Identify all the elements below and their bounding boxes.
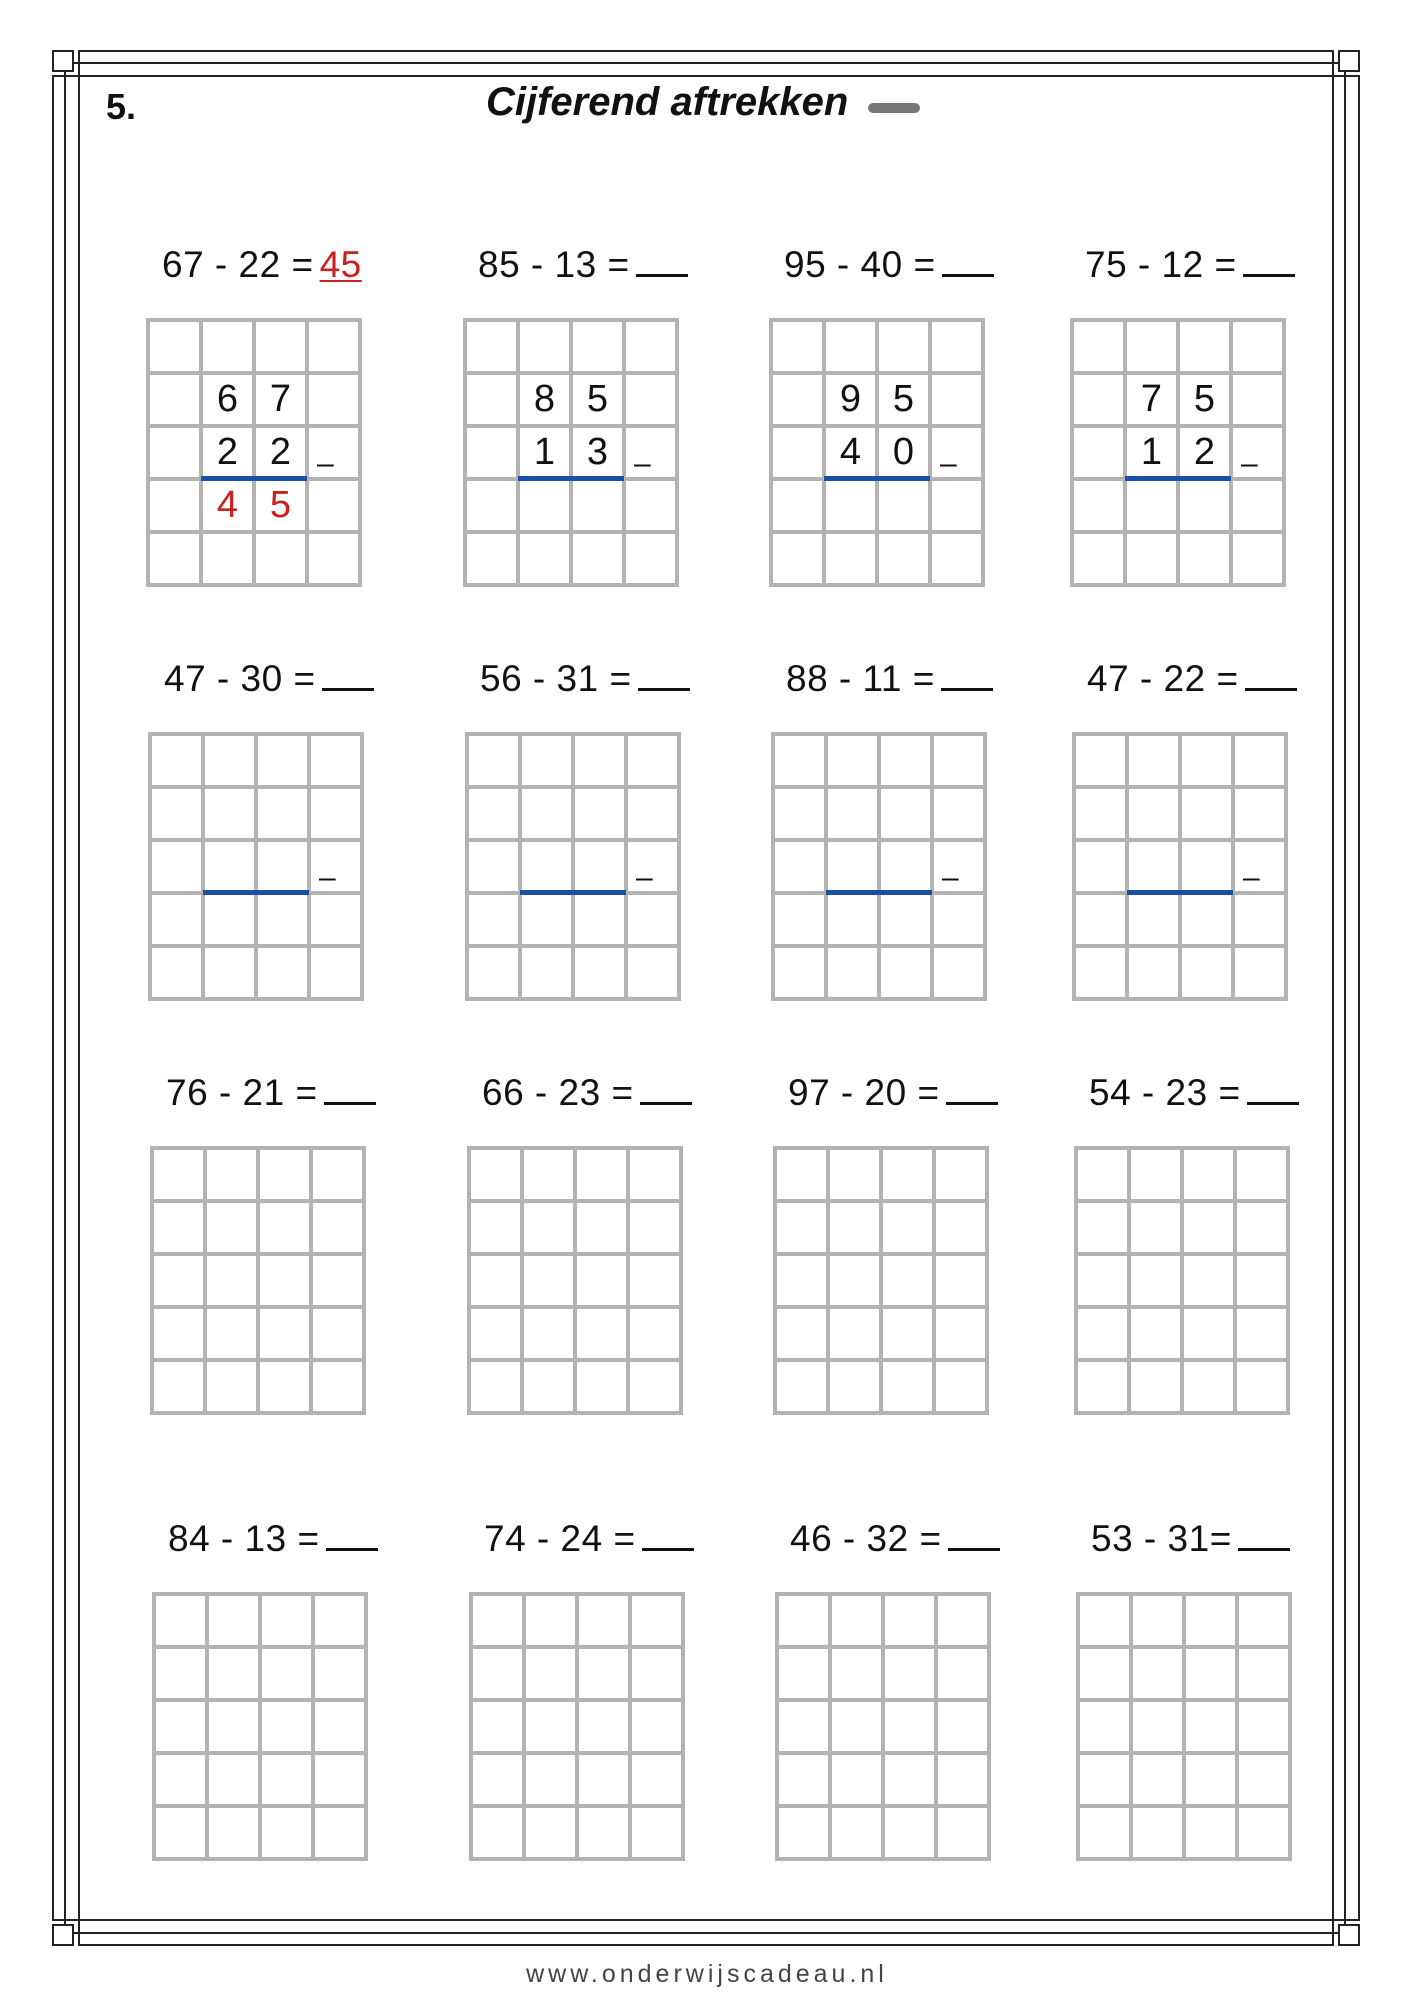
grid-line <box>150 1358 366 1362</box>
grid-line <box>769 583 985 587</box>
grid-line <box>987 1592 991 1861</box>
grid-line <box>1074 1146 1290 1150</box>
minus-icon: – <box>942 861 959 894</box>
grid-line <box>465 838 681 842</box>
grid-line <box>150 1146 366 1150</box>
grid-line <box>1235 1592 1239 1861</box>
grid-line <box>150 1252 366 1256</box>
exercise-equation <box>484 1518 694 1560</box>
grid-line <box>520 1146 524 1415</box>
answer-blank[interactable] <box>942 273 994 277</box>
grid-line <box>1288 1592 1292 1861</box>
operand-digit: 1 <box>533 431 556 473</box>
equation-label: 75 - 12 = <box>1085 244 1237 285</box>
grid-line <box>775 1698 991 1702</box>
grid-line <box>1070 318 1074 587</box>
answer-blank[interactable] <box>636 273 688 277</box>
grid-line <box>152 1592 368 1596</box>
subtraction-line <box>518 476 624 481</box>
footer-url: www.onderwijscadeau.nl <box>526 1960 888 1988</box>
grid-line <box>681 1592 685 1861</box>
grid-line <box>773 1411 989 1415</box>
grid-line <box>679 1146 683 1415</box>
grid-line <box>934 1592 938 1861</box>
grid-line <box>254 732 258 1001</box>
operand-digit: 6 <box>216 378 239 420</box>
equation-label: 46 - 32 = <box>790 1518 942 1559</box>
grid-line <box>362 1146 366 1415</box>
grid-line <box>148 732 364 736</box>
grid-line <box>1072 732 1076 1001</box>
grid-line <box>769 318 773 587</box>
grid-line <box>463 530 679 534</box>
frame-corner <box>52 50 74 72</box>
calculation-grid <box>150 734 362 1000</box>
grid-line <box>465 732 681 736</box>
operand-digit: 5 <box>586 378 609 420</box>
grid-line <box>824 732 828 1001</box>
grid-line <box>467 1199 683 1203</box>
minus-icon: – <box>317 447 334 480</box>
grid-line <box>358 318 362 587</box>
grid-line <box>1129 1592 1133 1861</box>
grid-line <box>1070 318 1286 322</box>
grid-line <box>773 1146 989 1150</box>
calculation-grid <box>471 1594 683 1860</box>
grid-line <box>877 732 881 1001</box>
grid-line <box>930 732 934 1001</box>
grid-line <box>465 785 681 789</box>
minus-icon: – <box>319 861 336 894</box>
calculation-grid <box>1074 734 1286 1000</box>
worksheet-title: Cijferend aftrekken <box>486 80 849 124</box>
calculation-grid <box>467 734 679 1000</box>
grid-line <box>1076 1751 1292 1755</box>
grid-line <box>467 1411 683 1415</box>
grid-line <box>828 1592 832 1861</box>
operand-digit: 4 <box>839 431 862 473</box>
answer-blank[interactable] <box>946 1101 998 1105</box>
exercise-equation <box>788 1072 998 1114</box>
grid-line <box>1286 1146 1290 1415</box>
operand-digit: 2 <box>269 431 292 473</box>
minus-icon: – <box>940 447 957 480</box>
calculation-grid <box>777 1594 989 1860</box>
grid-line <box>675 318 679 587</box>
grid-line <box>1282 318 1286 587</box>
grid-line <box>773 1146 777 1415</box>
frame-corner <box>1338 1924 1360 1946</box>
answer-blank[interactable] <box>322 687 374 691</box>
calculation-grid <box>773 734 985 1000</box>
grid-line <box>769 530 985 534</box>
exercise-equation <box>784 244 994 286</box>
grid-line <box>881 1592 885 1861</box>
grid-line <box>469 1751 685 1755</box>
grid-line <box>1072 785 1288 789</box>
grid-line <box>769 318 985 322</box>
exercise-equation <box>480 658 690 700</box>
grid-line <box>146 318 150 587</box>
grid-line <box>148 944 364 948</box>
grid-line <box>148 997 364 1001</box>
grid-line <box>150 1199 366 1203</box>
grid-line <box>932 1146 936 1415</box>
grid-line <box>773 1358 989 1362</box>
exercise-equation <box>162 244 362 286</box>
equation-label: 97 - 20 = <box>788 1072 940 1113</box>
equation-label: 54 - 23 = <box>1089 1072 1241 1113</box>
operand-digit: 2 <box>1193 431 1216 473</box>
grid-line <box>467 1305 683 1309</box>
grid-line <box>148 732 152 1001</box>
answer-blank[interactable] <box>640 1101 692 1105</box>
grid-line <box>148 785 364 789</box>
minus-sign-icon <box>868 103 920 113</box>
minus-icon: – <box>1243 861 1260 894</box>
grid-line <box>771 997 987 1001</box>
grid-line <box>465 732 469 1001</box>
grid-line <box>463 318 467 587</box>
subtraction-line <box>1127 890 1233 895</box>
answer-blank[interactable] <box>948 1547 1000 1551</box>
calculation-grid <box>465 320 677 586</box>
answer-blank[interactable] <box>324 1101 376 1105</box>
grid-line <box>148 838 364 842</box>
subtraction-line <box>824 476 930 481</box>
grid-line <box>677 732 681 1001</box>
operand-digit: 5 <box>1193 378 1216 420</box>
grid-line <box>1074 1411 1290 1415</box>
grid-line <box>1284 732 1288 1001</box>
grid-line <box>1072 997 1288 1001</box>
operand-digit: 2 <box>216 431 239 473</box>
grid-line <box>771 944 987 948</box>
grid-line <box>1180 1146 1184 1415</box>
calculation-grid <box>154 1594 366 1860</box>
grid-line <box>152 1592 156 1861</box>
grid-line <box>309 1146 313 1415</box>
grid-line <box>467 1252 683 1256</box>
equation-label: 56 - 31 = <box>480 658 632 699</box>
grid-line <box>307 732 311 1001</box>
exercise-equation <box>1091 1518 1290 1560</box>
grid-line <box>469 1698 685 1702</box>
subtraction-line <box>826 890 932 895</box>
frame-corner <box>1338 50 1360 72</box>
grid-line <box>624 732 628 1001</box>
grid-line <box>469 1592 473 1861</box>
grid-line <box>981 318 985 587</box>
calculation-grid <box>148 320 360 586</box>
calculation-grid <box>469 1148 681 1414</box>
answer-blank[interactable] <box>1245 687 1297 691</box>
grid-line <box>469 1857 685 1861</box>
minus-icon: – <box>634 447 651 480</box>
grid-line <box>465 944 681 948</box>
grid-line <box>1182 1592 1186 1861</box>
grid-line <box>773 1199 989 1203</box>
grid-line <box>205 1592 209 1861</box>
grid-line <box>469 1645 685 1649</box>
result-digit: 5 <box>269 484 292 526</box>
grid-line <box>1072 732 1288 736</box>
grid-line <box>1076 1592 1080 1861</box>
grid-line <box>201 732 205 1001</box>
grid-line <box>146 318 362 322</box>
grid-line <box>467 1146 471 1415</box>
grid-line <box>1074 1305 1290 1309</box>
grid-line <box>152 1857 368 1861</box>
grid-line <box>463 583 679 587</box>
grid-line <box>522 1592 526 1861</box>
grid-line <box>775 1592 991 1596</box>
grid-line <box>773 1252 989 1256</box>
operand-digit: 7 <box>269 378 292 420</box>
operand-digit: 7 <box>1140 378 1163 420</box>
minus-icon: – <box>636 861 653 894</box>
equation-answer: 45 <box>319 244 362 285</box>
equation-label: 88 - 11 = <box>786 658 935 699</box>
grid-line <box>256 1146 260 1415</box>
grid-line <box>1074 1358 1290 1362</box>
grid-line <box>626 1146 630 1415</box>
exercise-equation <box>790 1518 1000 1560</box>
grid-line <box>1125 732 1129 1001</box>
equation-label: 74 - 24 = <box>484 1518 636 1559</box>
grid-line <box>771 785 987 789</box>
subtraction-line <box>520 890 626 895</box>
grid-line <box>771 732 987 736</box>
grid-line <box>985 1146 989 1415</box>
equation-label: 84 - 13 = <box>168 1518 320 1559</box>
grid-line <box>1070 583 1286 587</box>
grid-line <box>1076 1698 1292 1702</box>
calculation-grid <box>152 1148 364 1414</box>
grid-line <box>1231 732 1235 1001</box>
worksheet-number: 5. <box>106 86 137 127</box>
operand-digit: 9 <box>839 378 862 420</box>
grid-line <box>775 1645 991 1649</box>
grid-line <box>152 1698 368 1702</box>
grid-line <box>467 1146 683 1150</box>
grid-line <box>826 1146 830 1415</box>
calculation-grid <box>775 1148 987 1414</box>
grid-line <box>258 1592 262 1861</box>
equation-label: 47 - 30 = <box>164 658 316 699</box>
subtraction-line <box>203 890 309 895</box>
grid-line <box>463 318 679 322</box>
grid-line <box>203 1146 207 1415</box>
answer-blank[interactable] <box>1243 273 1295 277</box>
grid-line <box>1076 1857 1292 1861</box>
calculation-grid <box>771 320 983 586</box>
grid-line <box>1070 530 1286 534</box>
equation-label: 67 - 22 = <box>162 244 314 285</box>
answer-blank[interactable] <box>326 1547 378 1551</box>
grid-line <box>1127 1146 1131 1415</box>
grid-line <box>628 1592 632 1861</box>
grid-line <box>152 1804 368 1808</box>
exercise-equation <box>1089 1072 1299 1114</box>
result-digit: 4 <box>216 484 239 526</box>
answer-blank[interactable] <box>1238 1547 1290 1551</box>
grid-line <box>364 1592 368 1861</box>
equation-label: 47 - 22 = <box>1087 658 1239 699</box>
operand-digit: 0 <box>892 431 915 473</box>
exercise-equation <box>164 658 374 700</box>
frame-corner <box>52 1924 74 1946</box>
calculation-grid <box>1076 1148 1288 1414</box>
grid-line <box>518 732 522 1001</box>
operand-digit: 5 <box>892 378 915 420</box>
operand-digit: 3 <box>586 431 609 473</box>
grid-line <box>469 1592 685 1596</box>
grid-line <box>1072 838 1288 842</box>
exercise-equation <box>786 658 993 700</box>
equation-label: 85 - 13 = <box>478 244 630 285</box>
grid-line <box>775 1751 991 1755</box>
exercise-equation <box>1085 244 1295 286</box>
grid-line <box>771 838 987 842</box>
grid-line <box>467 1358 683 1362</box>
grid-line <box>1072 944 1288 948</box>
subtraction-line <box>201 476 307 481</box>
grid-line <box>150 1305 366 1309</box>
subtraction-line <box>1125 476 1231 481</box>
calculation-grid <box>1078 1594 1290 1860</box>
answer-blank[interactable] <box>1247 1101 1299 1105</box>
grid-line <box>152 1751 368 1755</box>
minus-icon: – <box>1241 447 1258 480</box>
grid-line <box>573 1146 577 1415</box>
grid-line <box>1074 1252 1290 1256</box>
grid-line <box>879 1146 883 1415</box>
grid-line <box>771 732 775 1001</box>
grid-line <box>1076 1592 1292 1596</box>
exercise-equation <box>168 1518 378 1560</box>
grid-line <box>1076 1804 1292 1808</box>
grid-line <box>1178 732 1182 1001</box>
exercise-equation <box>478 244 688 286</box>
grid-line <box>146 583 362 587</box>
grid-line <box>1074 1199 1290 1203</box>
grid-line <box>465 997 681 1001</box>
grid-line <box>311 1592 315 1861</box>
grid-line <box>775 1804 991 1808</box>
grid-line <box>1233 1146 1237 1415</box>
answer-blank[interactable] <box>941 687 993 691</box>
answer-blank[interactable] <box>642 1547 694 1551</box>
grid-line <box>150 1146 154 1415</box>
grid-line <box>575 1592 579 1861</box>
answer-blank[interactable] <box>638 687 690 691</box>
grid-line <box>571 732 575 1001</box>
equation-label: 53 - 31= <box>1091 1518 1232 1559</box>
exercise-equation <box>1087 658 1297 700</box>
grid-line <box>983 732 987 1001</box>
grid-line <box>775 1592 779 1861</box>
exercise-equation <box>166 1072 376 1114</box>
grid-line <box>1074 1146 1078 1415</box>
operand-digit: 8 <box>533 378 556 420</box>
grid-line <box>152 1645 368 1649</box>
grid-line <box>775 1857 991 1861</box>
exercise-equation <box>482 1072 692 1114</box>
grid-line <box>1076 1645 1292 1649</box>
equation-label: 66 - 23 = <box>482 1072 634 1113</box>
grid-line <box>360 732 364 1001</box>
grid-line <box>150 1411 366 1415</box>
grid-line <box>773 1305 989 1309</box>
operand-digit: 1 <box>1140 431 1163 473</box>
equation-label: 76 - 21 = <box>166 1072 318 1113</box>
grid-line <box>469 1804 685 1808</box>
calculation-grid <box>1072 320 1284 586</box>
equation-label: 95 - 40 = <box>784 244 936 285</box>
